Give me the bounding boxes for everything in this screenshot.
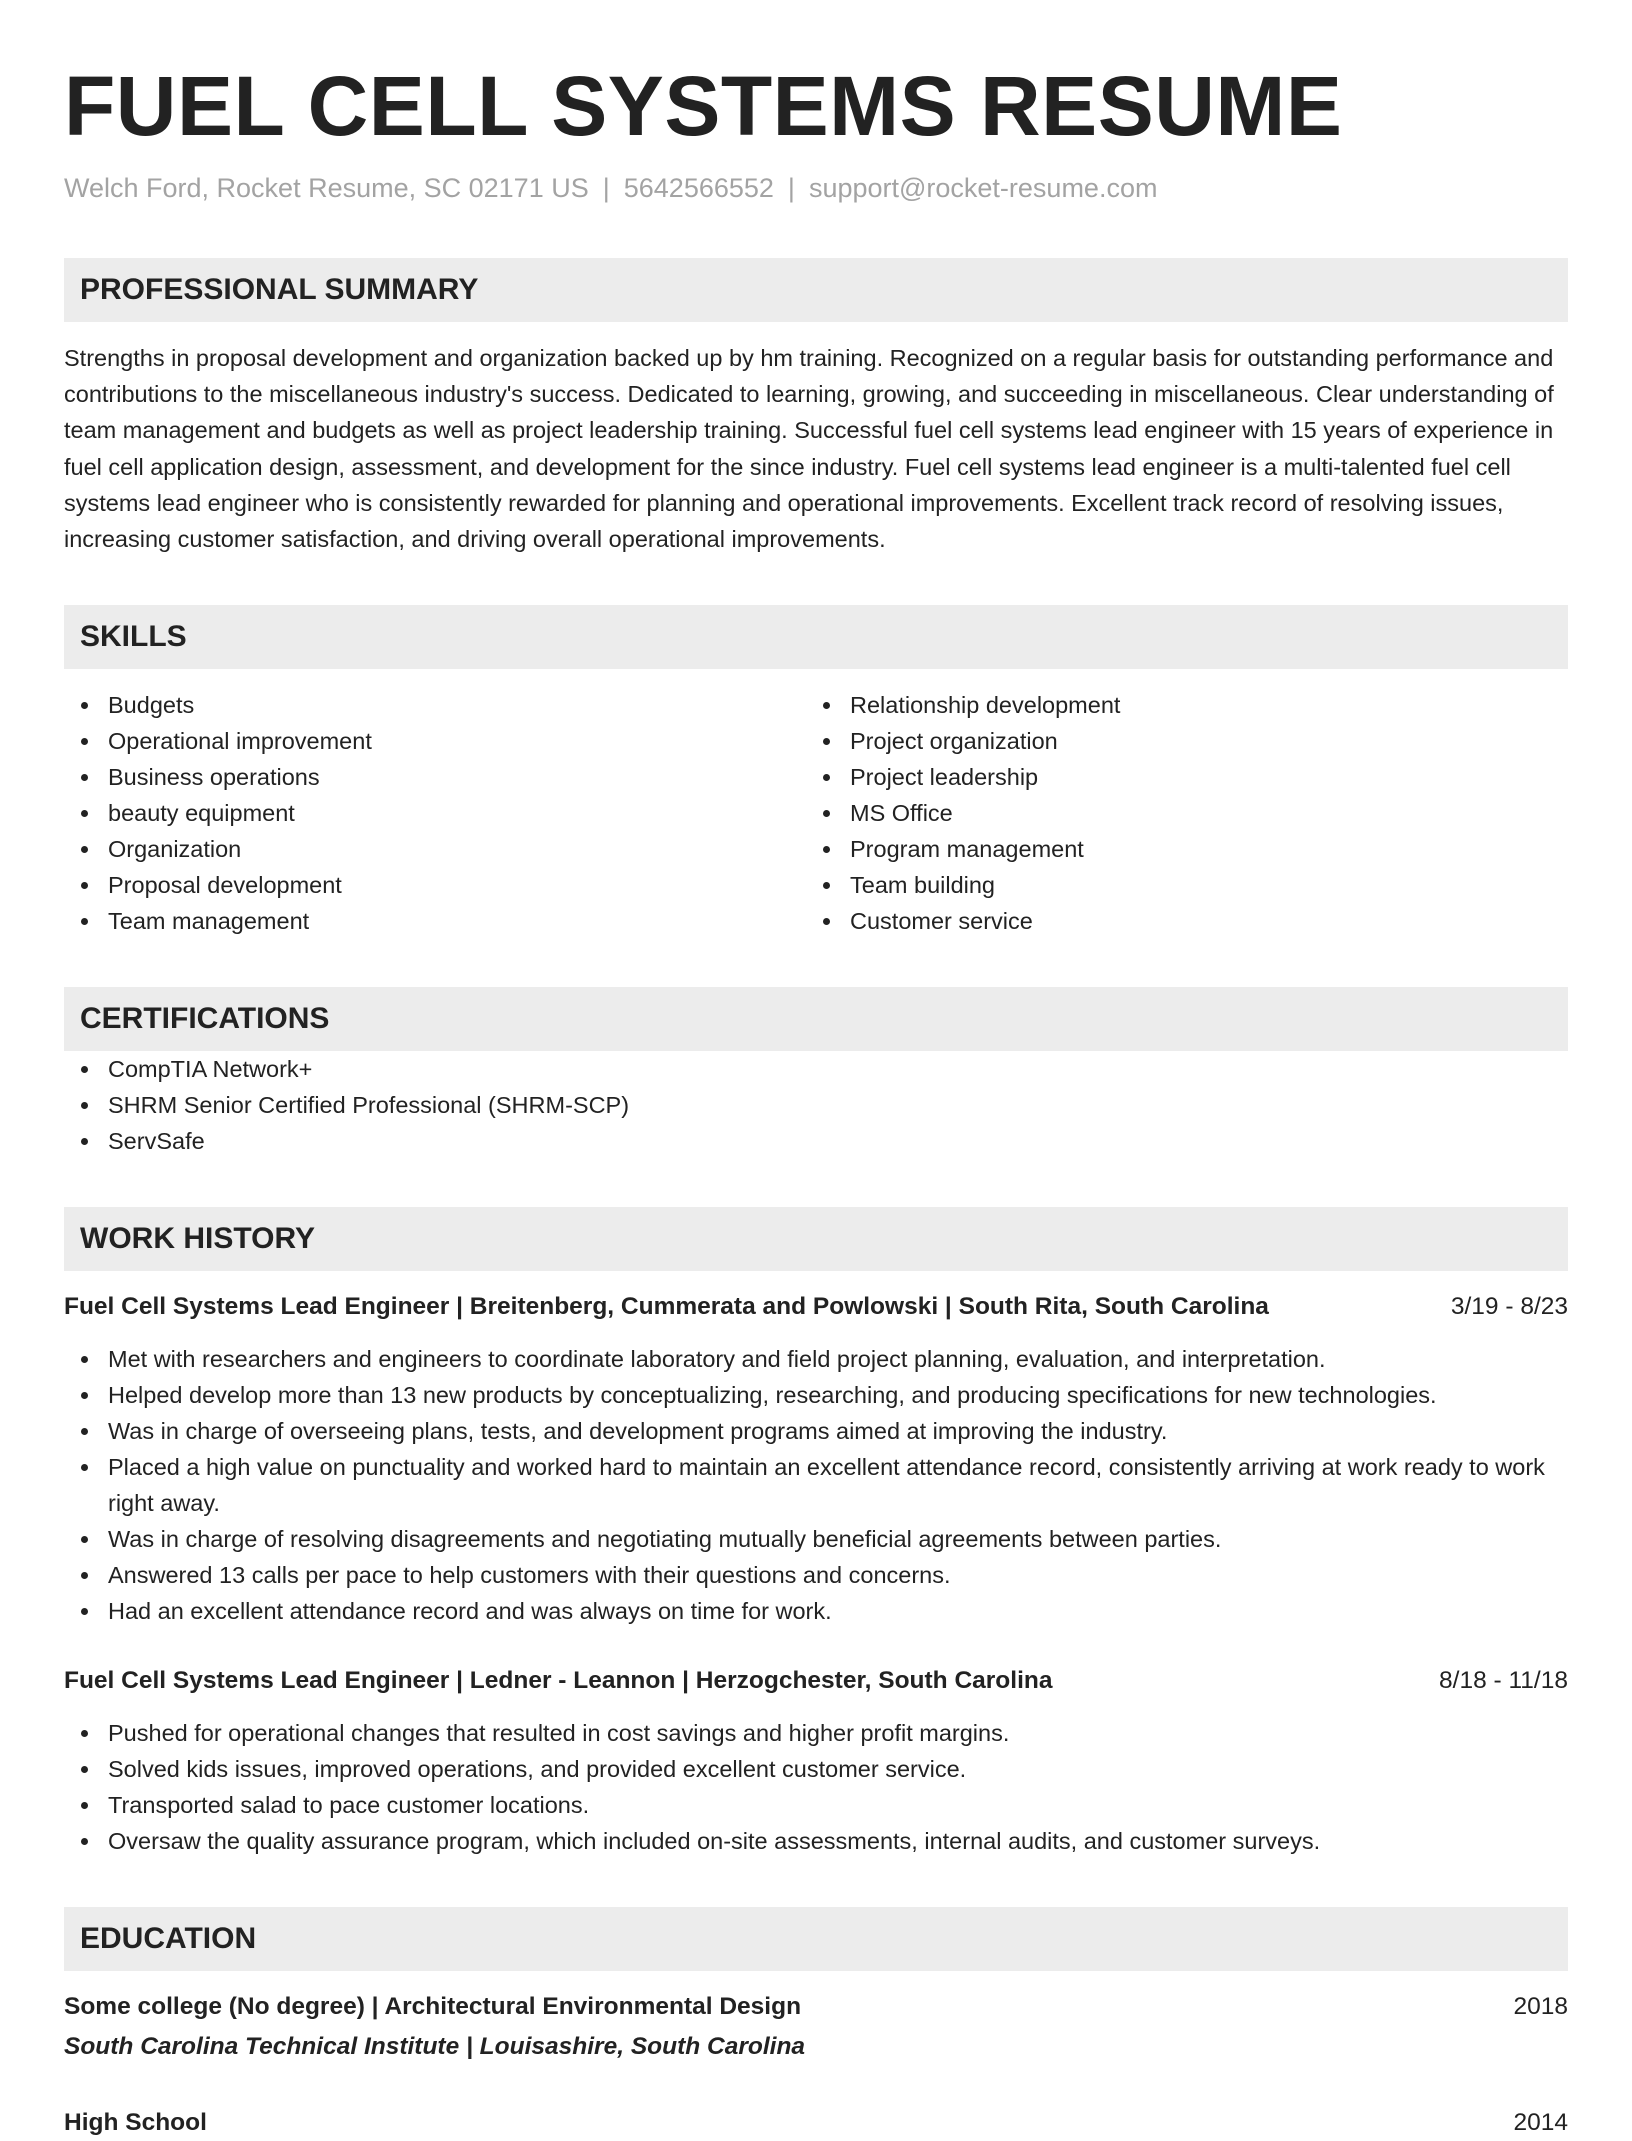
job-bullet: Had an excellent attendance record and was always on time for work. bbox=[64, 1593, 1568, 1629]
job-title: Fuel Cell Systems Lead Engineer | Ledner - Leannon | Herzogchester, South Carolina bbox=[64, 1667, 1053, 1695]
job-bullet: Solved kids issues, improved operations, and provided excellent customer service. bbox=[64, 1751, 1568, 1787]
job-bullets bbox=[64, 1715, 1568, 1859]
contact-separator: | bbox=[602, 173, 610, 203]
job-entry bbox=[64, 1289, 1568, 1629]
job-bullet: Placed a high value on punctuality and worked hard to maintain an excellent attendance record, consistently arriving at work ready to work right away. bbox=[64, 1449, 1568, 1521]
skills-grid bbox=[64, 687, 1568, 939]
job-bullet: Pushed for operational changes that resulted in cost savings and higher profit margins. bbox=[64, 1715, 1568, 1751]
education-header bbox=[64, 1989, 1568, 2025]
skill-item: Program management bbox=[806, 831, 1548, 867]
job-dates: 3/19 - 8/23 bbox=[1450, 1293, 1568, 1321]
education-year: 2018 bbox=[1513, 1993, 1568, 2021]
skill-item: beauty equipment bbox=[64, 795, 806, 831]
job-title: Fuel Cell Systems Lead Engineer | Breitenberg, Cummerata and Powlowski | South Rita, South Carolina bbox=[64, 1293, 1269, 1321]
skill-item: Proposal development bbox=[64, 867, 806, 903]
skill-item: Relationship development bbox=[806, 687, 1548, 723]
education-entry bbox=[64, 1989, 1568, 2065]
job-entry bbox=[64, 1663, 1568, 1859]
skill-item: Project organization bbox=[806, 723, 1548, 759]
skill-item: Team building bbox=[806, 867, 1548, 903]
job-bullets bbox=[64, 1341, 1568, 1629]
skill-item: Team management bbox=[64, 903, 806, 939]
job-bullet: Answered 13 calls per pace to help customers with their questions and concerns. bbox=[64, 1557, 1568, 1593]
job-header bbox=[64, 1663, 1568, 1699]
job-bullet: Transported salad to pace customer locations. bbox=[64, 1787, 1568, 1823]
summary-text: Strengths in proposal development and organization backed up by hm training. Recognized on a regular basis for outstanding performance and contributions to the miscellaneous industry's success. Dedicated to learning, growing, and succeeding in miscellaneous. Clear understanding of team management and budgets as well as project leadership training. Successful fuel cell systems lead engineer with 15 years of experience in fuel cell application design, assessment, and development for the since industry. Fuel cell systems lead engineer is a multi-talented fuel cell systems lead engineer who is consistently rewarded for planning and operational improvements. Excellent track record of resolving issues, increasing customer satisfaction, and driving overall operational improvements. bbox=[64, 345, 1554, 553]
section-header-summary: PROFESSIONAL SUMMARY bbox=[64, 258, 1568, 322]
section-header-education: EDUCATION bbox=[64, 1907, 1568, 1971]
job-header bbox=[64, 1289, 1568, 1325]
certification-item: ServSafe bbox=[64, 1123, 1568, 1159]
section-header-skills: SKILLS bbox=[64, 605, 1568, 669]
section-header-certifications: CERTIFICATIONS bbox=[64, 987, 1568, 1051]
skill-item: Operational improvement bbox=[64, 723, 806, 759]
education-entry bbox=[64, 2105, 1568, 2141]
page-title: FUEL CELL SYSTEMS RESUME bbox=[64, 59, 1343, 153]
skill-item: Business operations bbox=[64, 759, 806, 795]
contact-phone: 5642566552 bbox=[623, 173, 774, 203]
section-header-work-history: WORK HISTORY bbox=[64, 1207, 1568, 1271]
job-bullet: Was in charge of resolving disagreements and negotiating mutually beneficial agreements between parties. bbox=[64, 1521, 1568, 1557]
education-year: 2014 bbox=[1513, 2109, 1568, 2137]
contact-email: support@rocket-resume.com bbox=[808, 173, 1158, 203]
certifications-list bbox=[64, 1051, 1568, 1159]
skill-item: Customer service bbox=[806, 903, 1548, 939]
skill-item: Organization bbox=[64, 831, 806, 867]
certification-item: CompTIA Network+ bbox=[64, 1051, 1568, 1087]
resume-page bbox=[64, 0, 1568, 2141]
contact-address: Welch Ford, Rocket Resume, SC 02171 US bbox=[64, 173, 589, 203]
job-bullet: Helped develop more than 13 new products by conceptualizing, researching, and producing specifications for new technologies. bbox=[64, 1377, 1568, 1413]
education-degree: Some college (No degree) | Architectural Environmental Design bbox=[64, 1993, 802, 2021]
education-degree: High School bbox=[64, 2109, 207, 2137]
job-bullet: Oversaw the quality assurance program, which included on-site assessments, internal audits, and customer surveys. bbox=[64, 1823, 1568, 1859]
job-bullet: Was in charge of overseeing plans, tests, and development programs aimed at improving the industry. bbox=[64, 1413, 1568, 1449]
contact-line bbox=[64, 170, 1568, 206]
skill-item: Project leadership bbox=[806, 759, 1548, 795]
certification-item: SHRM Senior Certified Professional (SHRM-SCP) bbox=[64, 1087, 1568, 1123]
contact-separator: | bbox=[787, 173, 795, 203]
education-header bbox=[64, 2105, 1568, 2141]
education-school: South Carolina Technical Institute | Louisashire, South Carolina bbox=[64, 2033, 806, 2061]
skills-column-right bbox=[806, 687, 1548, 939]
job-dates: 8/18 - 11/18 bbox=[1439, 1667, 1568, 1695]
skill-item: MS Office bbox=[806, 795, 1548, 831]
skills-column-left bbox=[64, 687, 806, 939]
job-bullet: Met with researchers and engineers to coordinate laboratory and field project planning, evaluation, and interpretation. bbox=[64, 1341, 1568, 1377]
skill-item: Budgets bbox=[64, 687, 806, 723]
